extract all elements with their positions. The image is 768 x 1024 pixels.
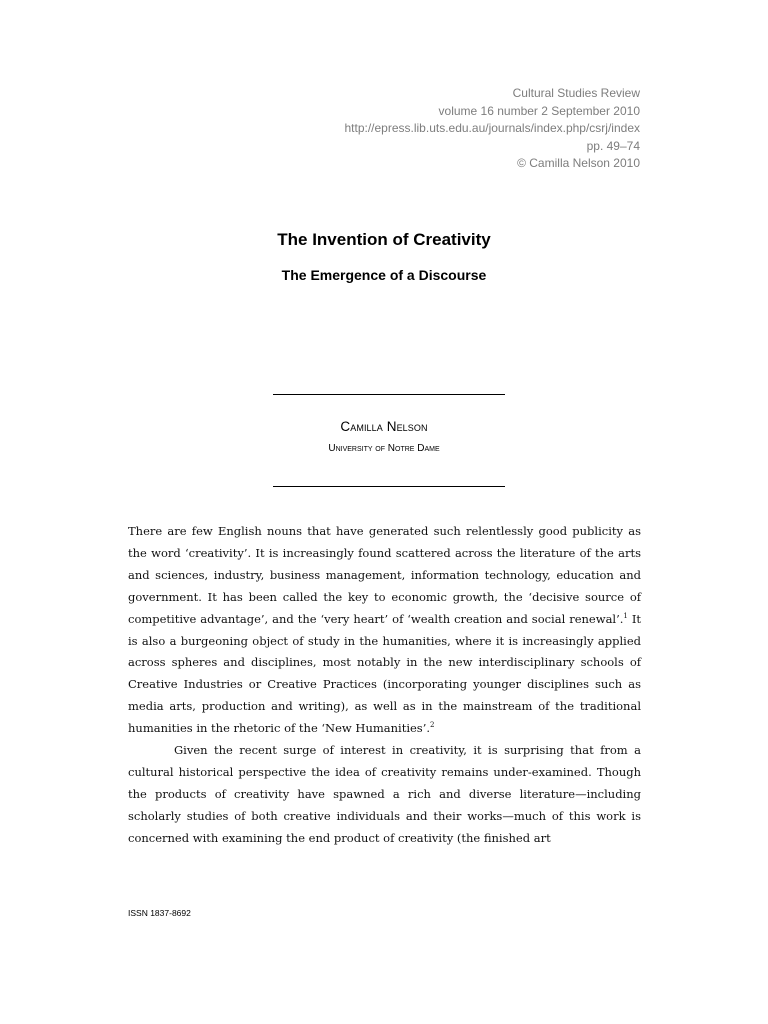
issn-footer: ISSN 1837-8692 — [128, 908, 191, 918]
paragraph-1 — [128, 521, 641, 740]
author-affiliation: University of Notre Dame — [328, 443, 440, 454]
article-title: The Invention of Creativity — [277, 230, 491, 249]
paragraph-1-part-a: There are few English nouns that have generated such relentlessly good publicity as the word ‘creativity’. It is increasingly found scattered across the literature of the arts and sciences, industry, business management, information technology, education and government. It has been called the key to economic growth, the ‘decisive source of competitive advantage’, and the ‘very heart’ of ‘wealth creation and social renewal’. — [128, 524, 641, 626]
article-subtitle: The Emergence of a Discourse — [281, 267, 487, 283]
bottom-divider — [273, 486, 505, 487]
page-range: pp. 49–74 — [586, 138, 640, 153]
footnote-marker-1: 1 — [623, 611, 628, 620]
copyright-line: © Camilla Nelson 2010 — [517, 156, 640, 170]
footnote-marker-2: 2 — [430, 721, 435, 730]
journal-name: Cultural Studies Review — [512, 86, 640, 100]
top-divider — [273, 394, 505, 395]
journal-volume: volume 16 number 2 September 2010 — [438, 103, 640, 118]
paragraph-1-part-b: It is also a burgeoning object of study in the humanities, where it is increasingly applied across spheres and disciplines, most notably in the new interdisciplinary schools of Creative Industries or Creative Practices (incorporating younger disciplines such as media arts, production and writing), as well as in the mainstream of the traditional humanities in the rhetoric of the ‘New Humanities’. — [128, 611, 641, 736]
article-body — [128, 521, 641, 850]
author-name: Camilla Nelson — [340, 419, 428, 434]
journal-url: http://epress.lib.uts.edu.au/journals/index.php/csrj/index — [344, 121, 640, 135]
journal-metadata — [344, 85, 640, 173]
paragraph-2: Given the recent surge of interest in creativity, it is surprising that from a cultural historical perspective the idea of creativity remains under-examined. Though the products of creativity have spawned a rich and diverse literature—including scholarly studies of both creative individuals and their works—much of this work is concerned with examining the end product of creativity (the finished art — [128, 743, 641, 845]
